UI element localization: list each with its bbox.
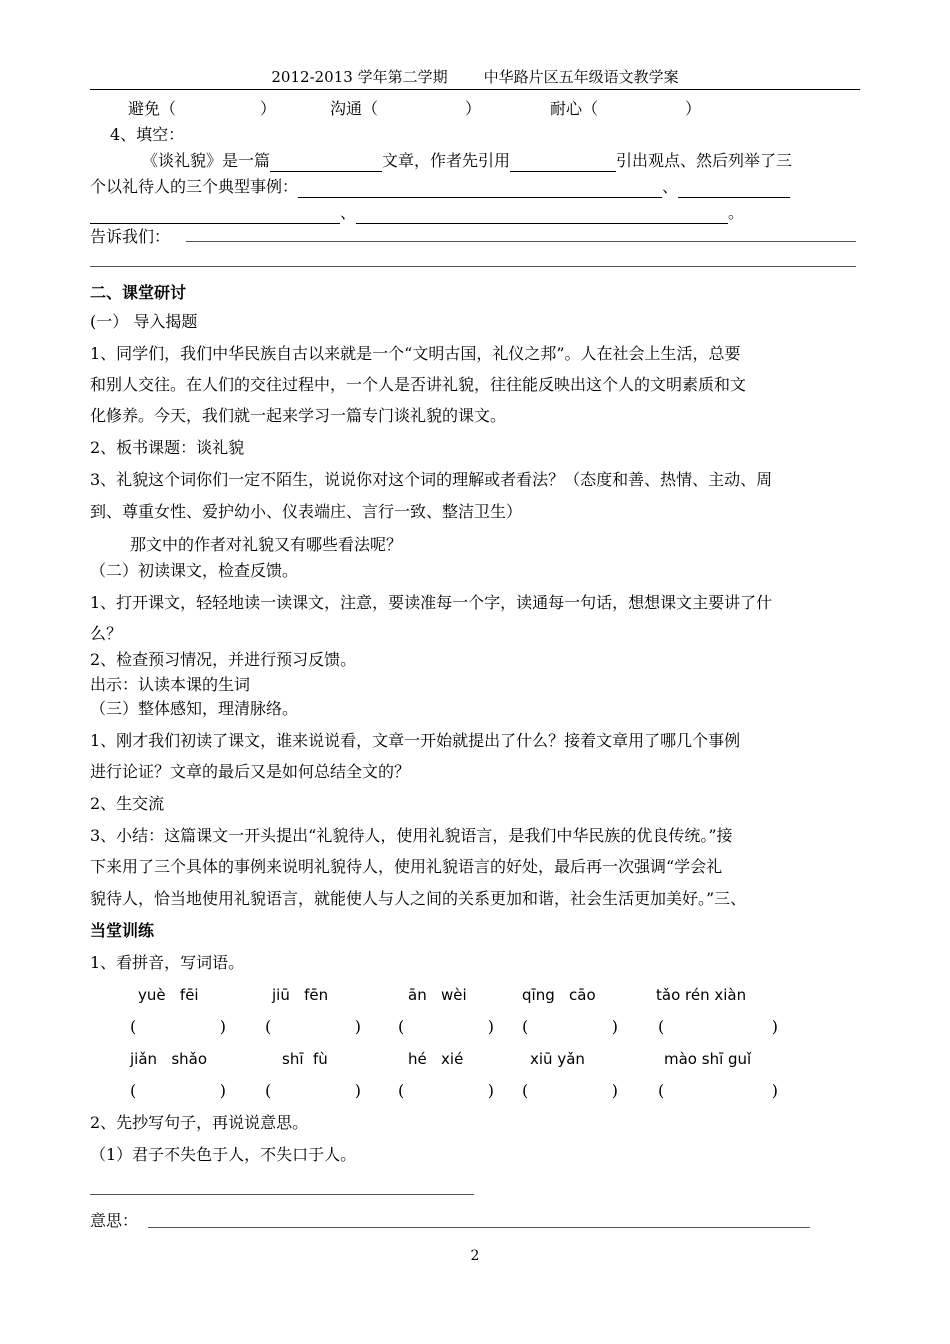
header-term: 2012-2013 学年第二学期	[271, 68, 448, 86]
blank-4[interactable]	[678, 181, 790, 198]
pinyin-2-5: mào shī guǐ	[664, 1050, 752, 1068]
pinyin-2-2: shī fù	[282, 1050, 328, 1068]
r3-l3: 貌待人，恰当地使用礼貌语言，就能使人与人之间的关系更加和谐，社会生活更加美好。”三、	[90, 889, 747, 908]
q1-l2: 么？	[90, 624, 123, 643]
p1-l3: 化修养。今天，我们就一起来学习一篇专门谈礼貌的课文。	[90, 406, 507, 425]
answer-box-1-3[interactable]: ( )	[398, 1017, 494, 1036]
q1-l1: 1、打开课文，轻轻地读一读课文，注意，要读准每一个字，读通每一句话，想想课文主要讲了什	[90, 593, 773, 612]
answer-box-2-1[interactable]: ( )	[130, 1081, 226, 1100]
pinyin-1-2: jiū fēn	[272, 986, 329, 1004]
blank-5[interactable]	[90, 207, 340, 224]
vocab-close-3: ）	[685, 99, 702, 118]
section2-heading: 二、课堂研讨	[90, 283, 187, 302]
q3: 出示：认读本课的生词	[90, 675, 251, 694]
answer-box-1-5[interactable]: ( )	[658, 1017, 778, 1036]
answer-box-2-2[interactable]: ( )	[265, 1081, 361, 1100]
fill-label: 4、填空：	[110, 125, 185, 144]
pinyin-2-3: hé xié	[408, 1050, 464, 1068]
tell-label: 告诉我们：	[90, 227, 171, 246]
tell-line-2[interactable]	[90, 266, 856, 267]
page-header	[0, 66, 950, 87]
p2: 2、板书课题：谈礼貌	[90, 438, 245, 457]
blank-1[interactable]	[270, 155, 382, 172]
page-number: 2	[470, 1248, 480, 1264]
ex2-sentence-1: （1）君子不失色于人，不失口于人。	[90, 1145, 357, 1164]
p1-l1: 1、同学们，我们中华民族自古以来就是一个“文明古国，礼仪之邦”。人在社会上生活，总要	[90, 344, 741, 363]
fill-line-2: 个以礼待人的三个典型事例： 、	[90, 176, 790, 198]
pinyin-1-4: qīng cāo	[522, 986, 596, 1004]
r3-l1: 3、小结：这篇课文一开头提出“礼貌待人，使用礼貌语言，是我们中华民族的优良传统。”接	[90, 826, 733, 845]
p4: 那文中的作者对礼貌又有哪些看法呢？	[130, 535, 403, 554]
answer-box-1-1[interactable]: ( )	[130, 1017, 226, 1036]
p3-l1: 3、礼貌这个词你们一定不陌生，说说你对这个词的理解或者看法？（态度和善、热情、主动、周	[90, 470, 773, 489]
meaning-line[interactable]	[148, 1227, 810, 1228]
meaning-label: 意思：	[90, 1211, 139, 1230]
vocab-close-2: ）	[465, 99, 482, 118]
blank-2[interactable]	[510, 155, 616, 172]
blank-3[interactable]	[298, 181, 662, 198]
r1-l1: 1、刚才我们初读了课文，谁来说说看，文章一开始就提出了什么？接着文章用了哪几个事例	[90, 731, 741, 750]
vocab-close-1: ）	[260, 99, 277, 118]
pinyin-2-4: xiū yǎn	[530, 1050, 585, 1068]
p3-l2: 到、尊重女性、爱护幼小、仪表端庄、言行一致、整洁卫生）	[90, 502, 523, 521]
r1-l2: 进行论证？文章的最后又是如何总结全文的？	[90, 762, 411, 781]
vocab-item-2: 沟通（	[330, 99, 379, 118]
answer-box-1-2[interactable]: ( )	[265, 1017, 361, 1036]
r3-l2: 下来用了三个具体的事例来说明礼貌待人，使用礼貌语言的好处，最后再一次强调“学会礼	[90, 857, 723, 876]
pinyin-1-3: ān wèi	[408, 986, 467, 1004]
sub2: （二）初读课文，检查反馈。	[90, 561, 299, 580]
pinyin-1-1: yuè fēi	[138, 986, 199, 1004]
answer-box-2-5[interactable]: ( )	[658, 1081, 778, 1100]
sub1: (一） 导入揭题	[90, 312, 198, 331]
answer-box-2-4[interactable]: ( )	[522, 1081, 618, 1100]
q2: 2、检查预习情况，并进行预习反馈。	[90, 650, 357, 669]
pinyin-2-1: jiǎn shǎo	[130, 1050, 208, 1068]
section3-heading: 当堂训练	[90, 921, 155, 940]
sub3: （三）整体感知，理清脉络。	[90, 699, 299, 718]
pinyin-1-5: tǎo rén xiàn	[656, 986, 747, 1004]
answer-box-1-4[interactable]: ( )	[522, 1017, 618, 1036]
vocab-item-3: 耐心（	[550, 99, 599, 118]
copy-line[interactable]	[90, 1194, 474, 1195]
ex2: 2、先抄写句子，再说说意思。	[90, 1113, 309, 1132]
blank-6[interactable]	[356, 207, 728, 224]
answer-box-2-3[interactable]: ( )	[398, 1081, 494, 1100]
header-title: 中华路片区五年级语文教学案	[483, 68, 679, 86]
r2: 2、生交流	[90, 794, 165, 813]
fill-line-3: 、 。	[90, 202, 744, 224]
ex1: 1、看拼音，写词语。	[90, 953, 245, 972]
tell-line-1[interactable]	[186, 241, 856, 242]
fill-line-1: 《谈礼貌》是一篇 文章，作者先引用 引出观点、然后列举了三	[142, 151, 793, 170]
p1-l2: 和别人交往。在人们的交往过程中，一个人是否讲礼貌，往往能反映出这个人的文明素质和文	[90, 375, 747, 394]
header-rule	[90, 89, 860, 90]
vocab-item-1: 避免（	[128, 99, 177, 118]
